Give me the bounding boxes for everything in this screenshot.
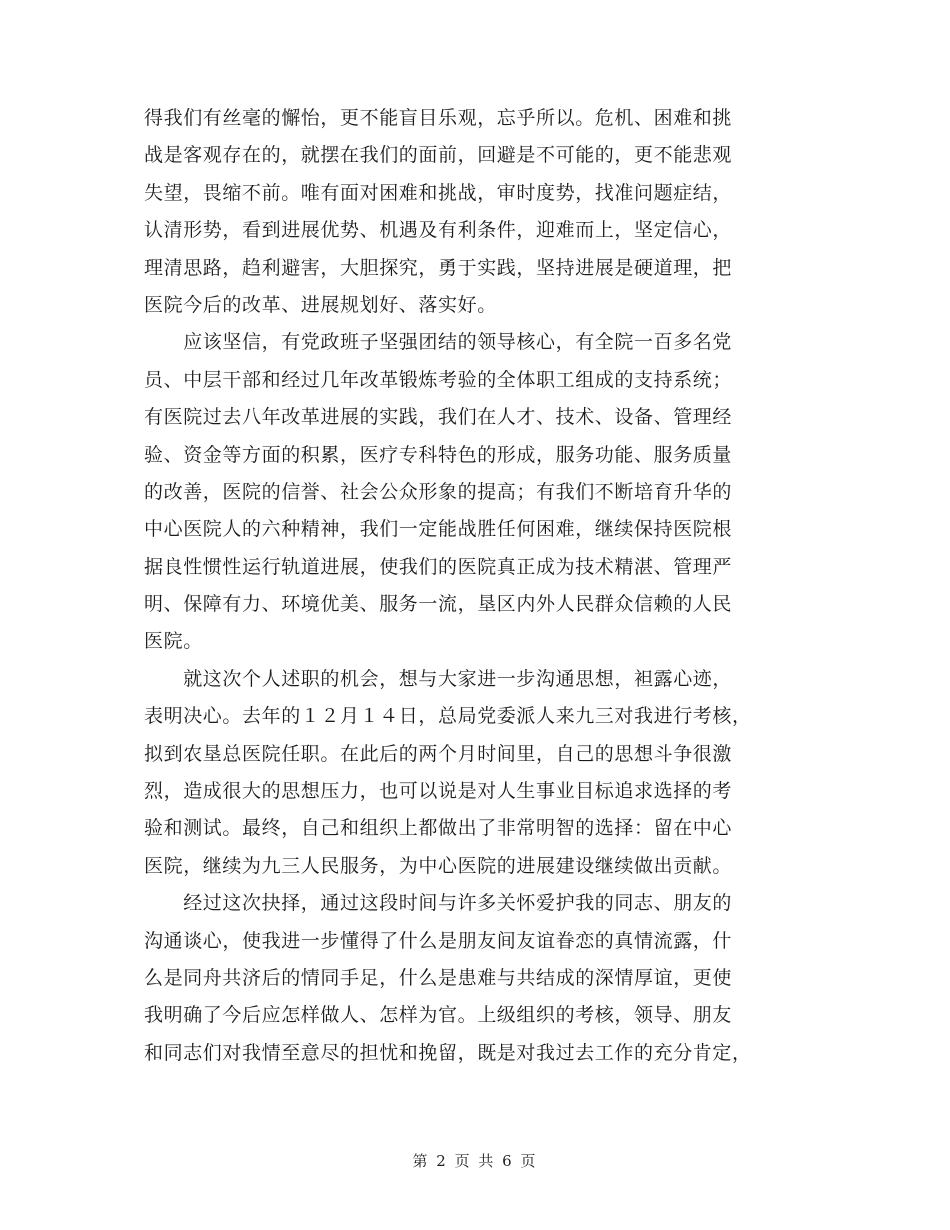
text-line: 么是同舟共济后的情同手足，什么是患难与共结成的深情厚谊，更使 — [144, 966, 733, 989]
text-line: 明、保障有力、环境优美、服务一流，垦区内外人民群众信赖的人民 — [144, 593, 733, 616]
text-line: 医院。 — [144, 630, 203, 653]
text-line: 和同志们对我情至意尽的担忧和挽留，既是对我过去工作的充分肯定， — [144, 1041, 752, 1064]
text-line: 就这次个人述职的机会，想与大家进一步沟通思想，袒露心迹， — [144, 667, 733, 690]
body-text — [144, 100, 804, 1072]
text-line: 有医院过去八年改革进展的实践，我们在人才、技术、设备、管理经 — [144, 406, 733, 429]
text-line: 拟到农垦总医院任职。在此后的两个月时间里，自己的思想斗争很激 — [144, 742, 733, 765]
text-line: 失望，畏缩不前。唯有面对困难和挑战，审时度势，找准问题症结， — [144, 181, 733, 204]
text-line: 认清形势，看到进展优势、机遇及有利条件，迎难而上，坚定信心， — [144, 219, 733, 242]
text-line: 验、资金等方面的积累，医疗专科特色的形成，服务功能、服务质量 — [144, 443, 733, 466]
text-line: 烈，造成很大的思想压力，也可以说是对人生事业目标追求选择的考 — [144, 780, 733, 803]
page-number-footer: 第 2 页 共 6 页 — [412, 1152, 538, 1170]
text-line: 员、中层干部和经过几年改革锻炼考验的全体职工组成的支持系统； — [144, 368, 733, 391]
text-line: 的改善，医院的信誉、社会公众形象的提高；有我们不断培育升华的 — [144, 480, 733, 503]
text-line: 据良性惯性运行轨道进展，使我们的医院真正成为技术精湛、管理严 — [144, 555, 733, 578]
text-line: 理清思路，趋利避害，大胆探究，勇于实践，坚持进展是硬道理，把 — [144, 256, 733, 279]
text-line: 战是客观存在的，就摆在我们的面前，回避是不可能的，更不能悲观 — [144, 144, 733, 167]
text-line: 沟通谈心，使我进一步懂得了什么是朋友间友谊眷恋的真情流露，什 — [144, 929, 733, 952]
text-line: 得我们有丝毫的懈怡，更不能盲目乐观，忘乎所以。危机、困难和挑 — [144, 107, 733, 129]
text-line: 经过这次抉择，通过这段时间与许多关怀爱护我的同志、朋友的 — [144, 892, 733, 915]
text-line: 表明决心。去年的１２月１４日，总局党委派人来九三对我进行考核， — [144, 705, 752, 728]
text-line: 验和测试。最终，自己和组织上都做出了非常明智的选择：留在中心 — [144, 817, 733, 840]
text-line: 应该坚信，有党政班子坚强团结的领导核心，有全院一百多名党 — [144, 331, 733, 354]
text-line: 中心医院人的六种精神，我们一定能战胜任何困难，继续保持医院根 — [144, 518, 733, 541]
text-line: 我明确了今后应怎样做人、怎样为官。上级组织的考核，领导、朋友 — [144, 1004, 733, 1027]
text-line: 医院今后的改革、进展规划好、落实好。 — [144, 293, 497, 316]
text-line: 医院，继续为九三人民服务，为中心医院的进展建设继续做出贡献。 — [144, 854, 733, 877]
